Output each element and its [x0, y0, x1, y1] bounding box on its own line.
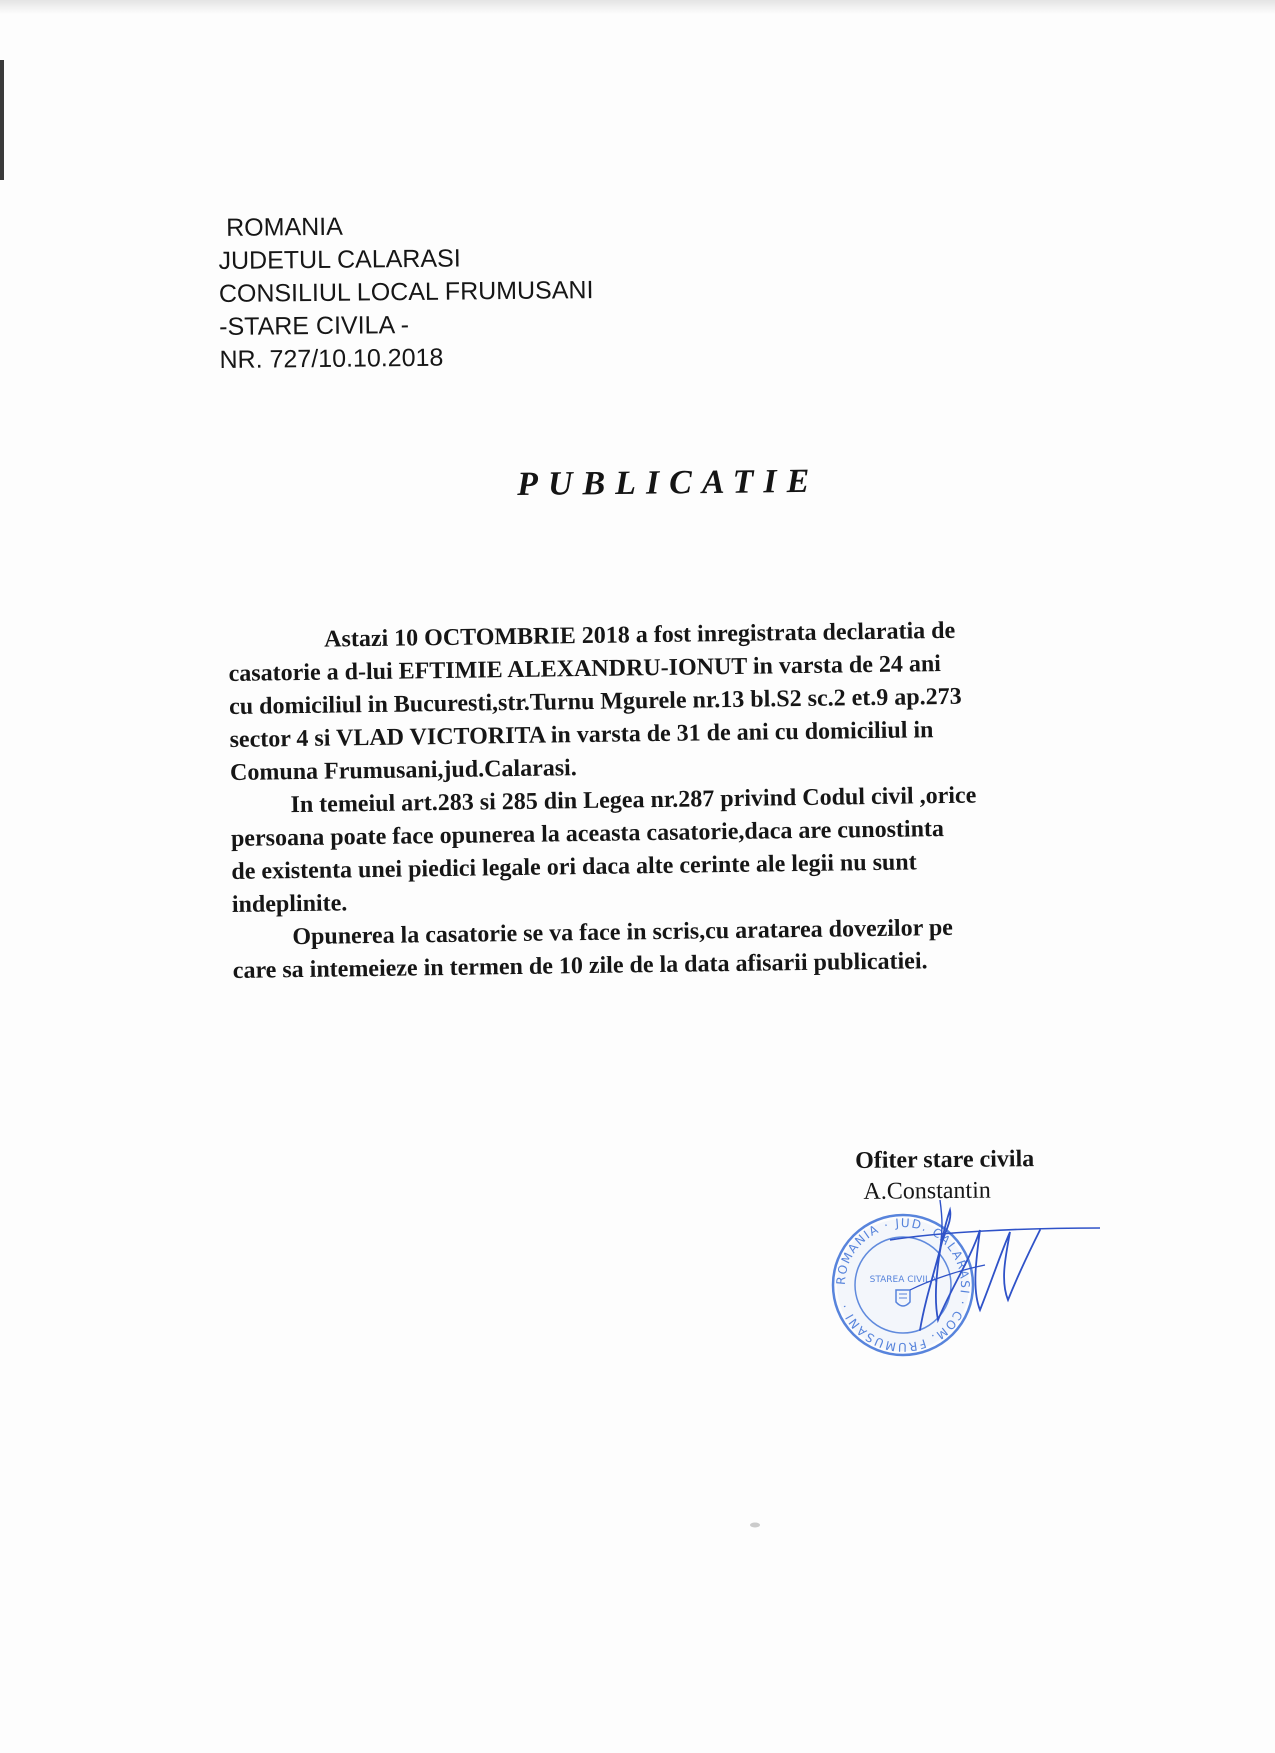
document-body — [228, 613, 1113, 988]
svg-text:STAREA CIVILA: STAREA CIVILA — [869, 1275, 937, 1285]
header-country: ROMANIA — [226, 212, 343, 242]
body-line: persoana poate face opunerea la aceasta casatorie,daca are cunostinta — [230, 816, 945, 852]
body-line: Opunerea la casatorie se va face in scris,cu aratarea dovezilor pe — [292, 914, 954, 951]
scan-edge-mark — [0, 60, 4, 180]
document-header — [218, 208, 594, 377]
body-line: Comuna Frumusani,jud.Calarasi. — [229, 755, 577, 786]
scan-speck — [748, 1520, 762, 1530]
body-line: In temeiul art.283 si 285 din Legea nr.287 privind Codul civil ,orice — [290, 782, 977, 819]
header-council: CONSILIUL LOCAL FRUMUSANI — [218, 276, 594, 308]
body-line: sector 4 si VLAD VICTORITA in varsta de 31 de ani cu domiciliul in — [229, 717, 934, 753]
body-line: cu domiciliul in Bucuresti,str.Turnu Mgurele nr.13 bl.S2 sc.2 et.9 ap.273 — [228, 683, 962, 720]
signatory-role: Ofiter stare civila — [855, 1146, 1035, 1174]
document-title: PUBLICATIE — [517, 462, 820, 503]
scan-edge-shadow — [0, 0, 1275, 14]
body-line: casatorie a d-lui EFTIMIE ALEXANDRU-IONUT in varsta de 24 ani — [228, 651, 942, 687]
svg-text:ROMANIA · JUD. CALARASI · COM.: ROMANIA · JUD. CALARASI · COM. FRUMUSANI · — [833, 1215, 973, 1355]
body-line: care sa intemeieze in termen de 10 zile de la data afisarii publicatiei. — [232, 948, 928, 984]
header-registration-number: NR. 727/10.10.2018 — [219, 343, 444, 374]
signatory-name: A.Constantin — [863, 1177, 991, 1205]
body-line: indeplinite. — [231, 890, 348, 918]
handwritten-signature — [880, 1170, 1110, 1350]
header-county: JUDETUL CALARASI — [218, 244, 461, 275]
body-line: Astazi 10 OCTOMBRIE 2018 a fost inregistrata declaratia de — [324, 617, 956, 653]
body-line: de existenta unei piedici legale ori daca alte cerinte ale legii nu sunt — [231, 849, 917, 885]
header-department: -STARE CIVILA - — [219, 311, 410, 341]
